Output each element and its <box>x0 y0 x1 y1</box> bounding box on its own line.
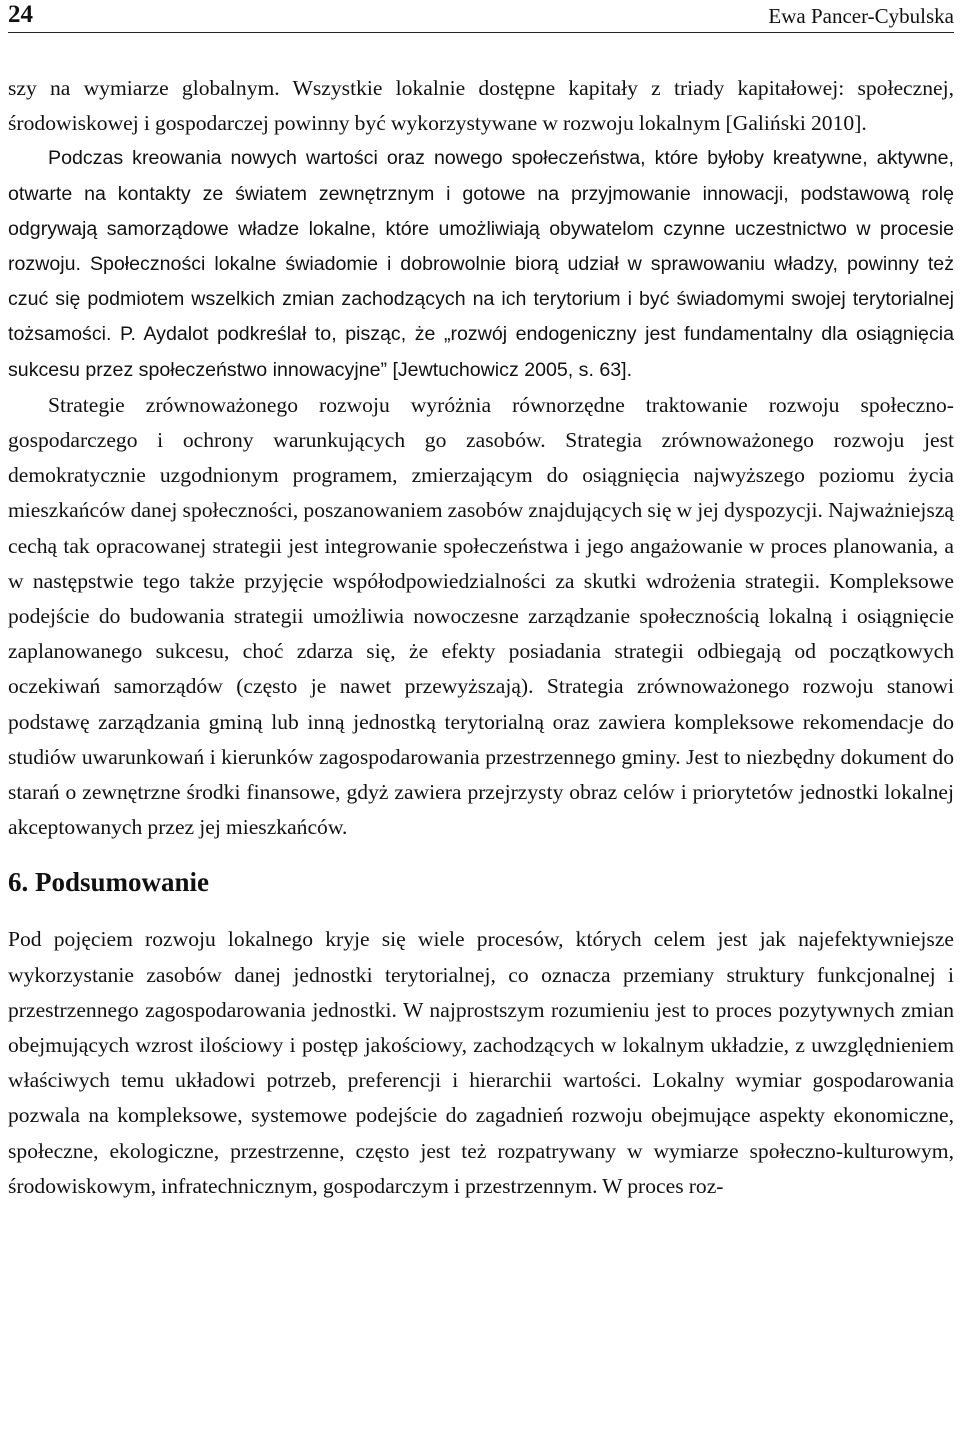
running-header <box>8 0 954 33</box>
paragraph-summary: Pod pojęciem rozwoju lokalnego kryje się wiele procesów, których celem jest jak najefektywniejsze wykorzystanie zasobów danej jednostki terytorialnej, co oznacza przemiany struktury funkcjonalnej i przestrzennego zagospodarowania jednostki. W najprostszym rozumieniu jest to proces pozytywnych zmian obejmujących wzrost ilościowy i postęp jakościowy, zachodzących w lokalnym układzie, z uwzględnieniem właściwych temu układowi potrzeb, preferencji i hierarchii wartości. Lokalny wymiar gospodarowania pozwala na kompleksowe, systemowe podejście do zagadnień rozwoju obejmujące aspekty ekonomiczne, społeczne, ekologiczne, przestrzenne, często jest też rozpatrywany w wymiarze społeczno-kulturowym, środowiskowym, infratechnicznym, gospodarczym i przestrzennym. W proces roz- <box>8 927 954 1198</box>
paragraph-sustainable-strategy: Strategie zrównoważonego rozwoju wyróżnia równorzędne traktowanie rozwoju społeczno-gospodarczego i ochrony warunkujących go zasobów. Strategia zrównoważonego rozwoju jest demokratycznie uzgodnionym programem, zmierzającym do osiągnięcia najwyższego poziomu życia mieszkańców danej społeczności, poszanowaniem zasobów znajdujących się w jej dyspozycji. Najważniejszą cechą tak opracowanej strategii jest integrowanie społeczeństwa i jego angażowanie w proces planowania, a w następstwie tego także przyjęcie współodpowiedzialności za skutki wdrożenia strategii. Kompleksowe podejście do budowania strategii umożliwia nowoczesne zarządzanie społecznością lokalną i osiągnięcie zaplanowanego sukcesu, choć zdarza się, że efekty posiadania strategii odbiegają od początkowych oczekiwań samorządów (często je nawet przewyższają). Strategia zrównoważonego rozwoju stanowi podstawę zarządzania gminą lub inną jednostką terytorialną oraz zawiera kompleksowe rekomendacje do studiów uwarunkowań i kierunków zagospodarowania przestrzennego gminy. Jest to niezbędny dokument do starań o zewnętrzne środki finansowe, gdyż zawiera przejrzysty obraz celów i priorytetów jednostki lokalnej akceptowanych przez jej mieszkańców. <box>8 392 954 840</box>
document-page <box>8 0 954 1204</box>
page-number: 24 <box>8 1 33 28</box>
header-author: Ewa Pancer-Cybulska <box>768 4 954 28</box>
section-heading: 6. Podsumowanie <box>8 867 210 898</box>
body-text <box>8 71 954 845</box>
section-body <box>8 922 954 1204</box>
paragraph-local-authorities: Podczas kreowania nowych wartości oraz nowego społeczeństwa, które byłoby kreatywne, aktywne, otwarte na kontakty ze światem zewnętrznym i gotowe na przyjmowanie innowacji, podstawową rolę odgrywają samorządowe władze lokalne, które umożliwiają obywatelom czynne uczestnictwo w procesie rozwoju. Społeczności lokalne świadomie i dobrowolnie biorą udział w sprawowaniu władzy, powinny też czuć się podmiotem wszelkich zmian zachodzących na ich terytorium i być świadomymi swojej terytorialnej tożsamości. P. Aydalot podkreślał to, pisząc, że „rozwój endogeniczny jest fundamentalny dla osiągnięcia sukcesu przez społeczeństwo innowacyjne” [Jewtuchowicz 2005, s. 63]. <box>8 147 954 381</box>
paragraph-continuation: szy na wymiarze globalnym. Wszystkie lokalnie dostępne kapitały z triady kapitałowej: społecznej, środowiskowej i gospodarczej powinny być wykorzystywane w rozwoju lokalnym [Galiński 2010]. <box>8 76 954 136</box>
